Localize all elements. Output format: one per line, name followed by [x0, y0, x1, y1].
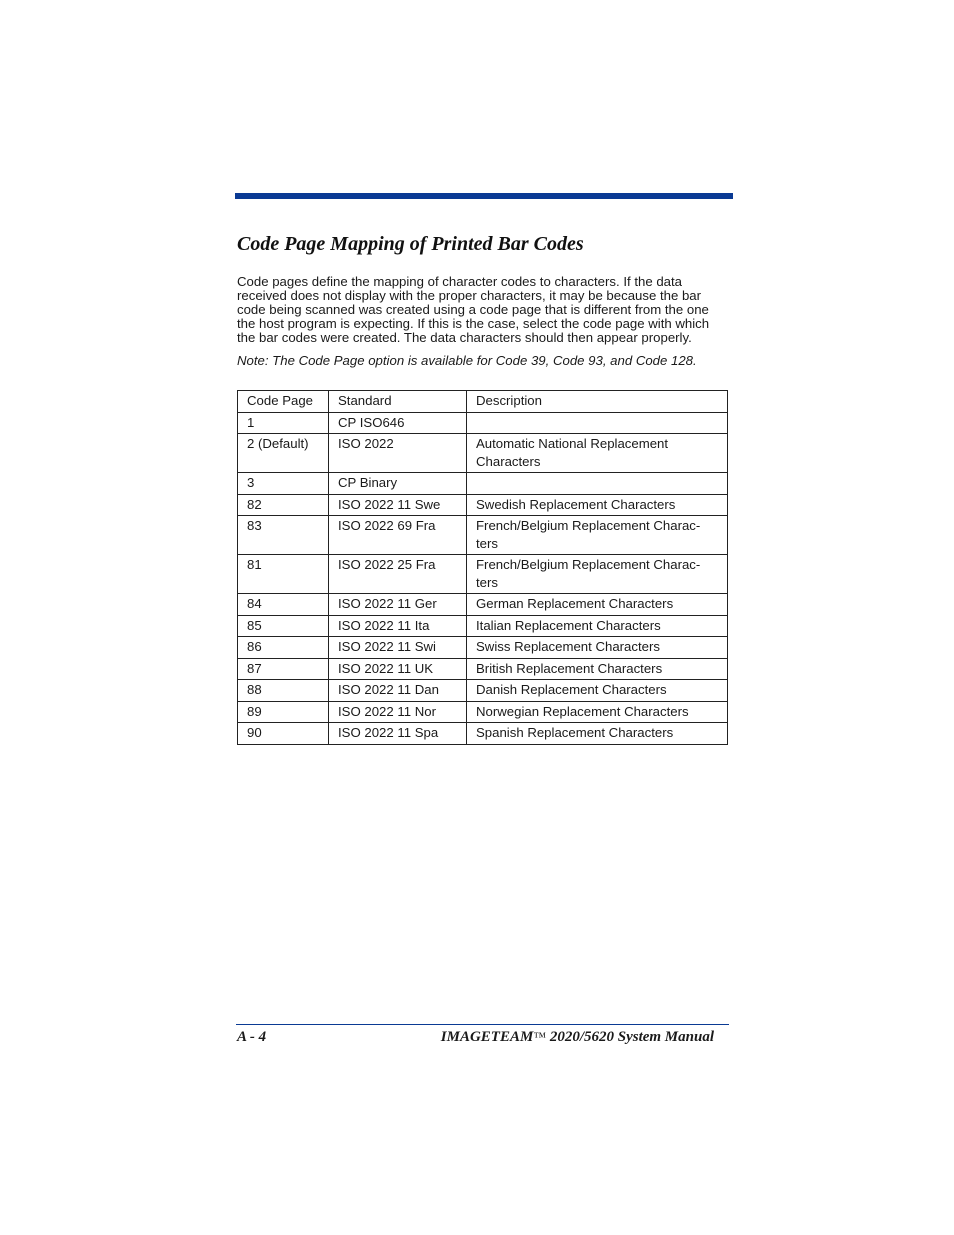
table-row: [238, 494, 728, 516]
table-cell: Swedish Replacement Characters: [467, 494, 728, 516]
table-header-row: [238, 391, 728, 413]
table-row: [238, 594, 728, 616]
table-row: [238, 701, 728, 723]
table-cell: [467, 412, 728, 434]
table-cell: 85: [238, 615, 329, 637]
table-row: [238, 680, 728, 702]
footer-rule: [236, 1024, 729, 1025]
table-row: [238, 637, 728, 659]
table-cell: British Replacement Characters: [467, 658, 728, 680]
manual-title: [441, 1028, 714, 1046]
manual-brand: IMAGETEAM: [440, 1029, 534, 1045]
table-cell: 87: [238, 658, 329, 680]
table-cell: ISO 2022 11 Ger: [329, 594, 467, 616]
table-cell: Swiss Replacement Characters: [467, 637, 728, 659]
table-cell: ISO 2022 11 Ita: [329, 615, 467, 637]
table-row: [238, 723, 728, 745]
table-cell: Danish Replacement Characters: [467, 680, 728, 702]
code-page-table: [237, 390, 728, 745]
table-cell: French/Belgium Replacement Charac-ters: [467, 516, 728, 555]
page-number: A - 4: [237, 1029, 267, 1045]
table-cell: Norwegian Replacement Characters: [467, 701, 728, 723]
table-cell: [467, 473, 728, 495]
table-cell: 1: [238, 412, 329, 434]
table-row: [238, 615, 728, 637]
table-cell: ISO 2022 11 Dan: [329, 680, 467, 702]
table-cell: ISO 2022 11 Spa: [329, 723, 467, 745]
table-cell: German Replacement Characters: [467, 594, 728, 616]
table-row: [238, 658, 728, 680]
table-cell: 88: [238, 680, 329, 702]
table-cell: CP ISO646: [329, 412, 467, 434]
page-title: Code Page Mapping of Printed Bar Codes: [237, 233, 584, 255]
column-header: Description: [467, 391, 728, 413]
table-cell: Automatic National Replacement Characters: [467, 434, 728, 473]
table-cell: ISO 2022 25 Fra: [329, 555, 467, 594]
table-body: [238, 412, 728, 744]
table-row: [238, 516, 728, 555]
table-cell: French/Belgium Replacement Charac-ters: [467, 555, 728, 594]
table-cell: 83: [238, 516, 329, 555]
table-cell: ISO 2022: [329, 434, 467, 473]
header-rule: [235, 193, 733, 199]
table-cell: ISO 2022 69 Fra: [329, 516, 467, 555]
table-cell: 84: [238, 594, 329, 616]
column-header: Code Page: [238, 391, 329, 413]
table-cell: Spanish Replacement Characters: [467, 723, 728, 745]
intro-paragraph: Code pages define the mapping of character codes to characters. If the data received does not display with the proper characters, it may be because the bar code being scanned was created using a code page that is different from the one the host program is expecting. If this is the case, select the code page with which the bar codes were created. The data characters should then appear properly.: [237, 274, 710, 345]
manual-name: 2020/5620 System Manual: [546, 1029, 714, 1045]
table-cell: 81: [238, 555, 329, 594]
table-cell: 86: [238, 637, 329, 659]
table-cell: CP Binary: [329, 473, 467, 495]
trademark-symbol: ™: [533, 1029, 547, 1044]
column-header: Standard: [329, 391, 467, 413]
table-cell: ISO 2022 11 Nor: [329, 701, 467, 723]
table-row: [238, 473, 728, 495]
table-cell: 2 (Default): [238, 434, 329, 473]
table-cell: ISO 2022 11 Swe: [329, 494, 467, 516]
table-cell: ISO 2022 11 UK: [329, 658, 467, 680]
table-cell: 82: [238, 494, 329, 516]
table-cell: ISO 2022 11 Swi: [329, 637, 467, 659]
note-text: Note: The Code Page option is available for Code 39, Code 93, and Code 128.: [237, 353, 697, 368]
table-cell: Italian Replacement Characters: [467, 615, 728, 637]
table-cell: 90: [238, 723, 329, 745]
table-cell: 3: [238, 473, 329, 495]
table-row: [238, 434, 728, 473]
table-row: [238, 555, 728, 594]
table-cell: 89: [238, 701, 329, 723]
table-row: [238, 412, 728, 434]
